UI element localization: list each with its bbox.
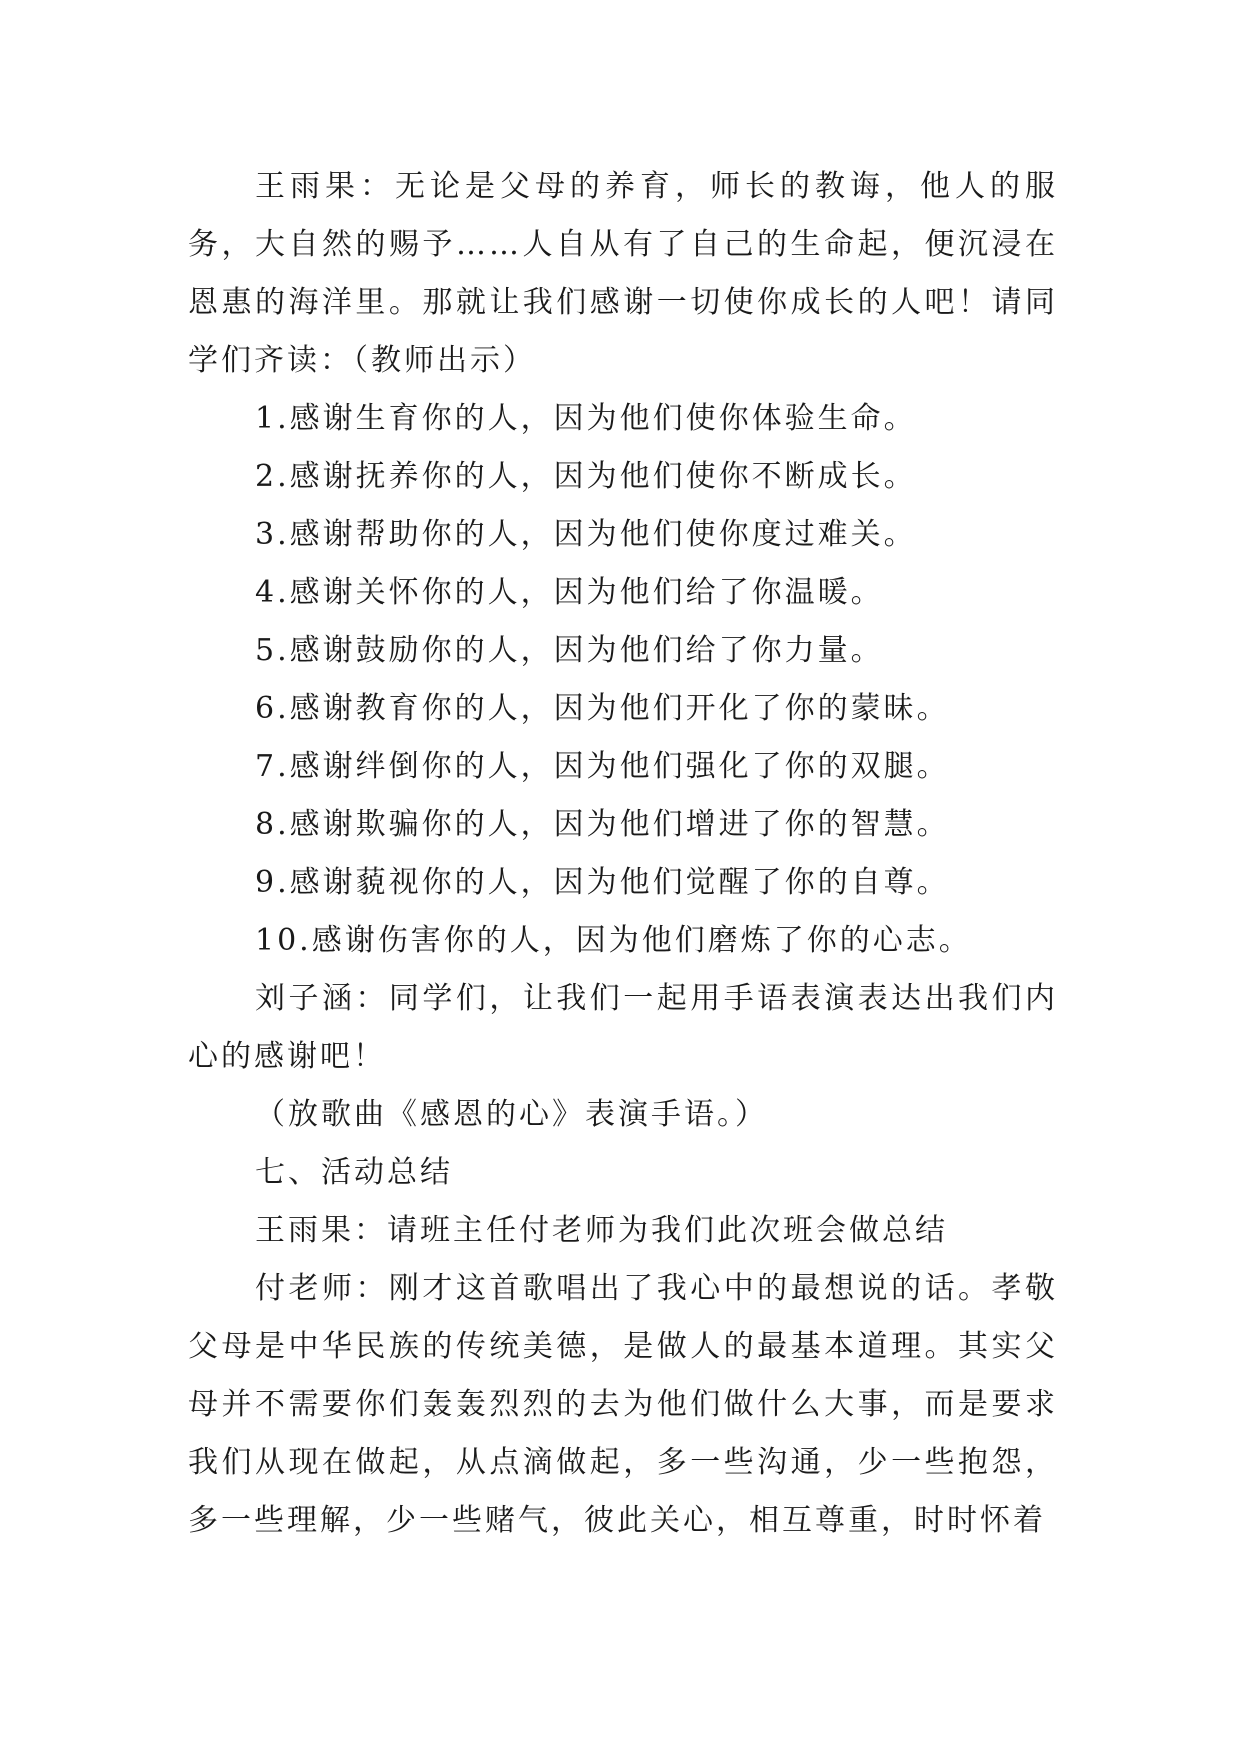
gratitude-item-3: 3.感谢帮助你的人，因为他们使你度过难关。 bbox=[255, 517, 917, 552]
gratitude-item-6: 6.感谢教育你的人，因为他们开化了你的蒙昧。 bbox=[255, 691, 950, 726]
sign-language-paragraph: 刘子涵：同学们，让我们一起用手语表演表达出我们内心的感谢吧！ bbox=[188, 981, 1058, 1074]
gratitude-item-2: 2.感谢抚养你的人，因为他们使你不断成长。 bbox=[255, 459, 917, 494]
host-request-paragraph: 王雨果：请班主任付老师为我们此次班会做总结 bbox=[255, 1213, 948, 1248]
gratitude-item-5: 5.感谢鼓励你的人，因为他们给了你力量。 bbox=[255, 633, 884, 668]
gratitude-item-10: 10.感谢伤害你的人，因为他们磨炼了你的心志。 bbox=[255, 923, 972, 958]
gratitude-item-7: 7.感谢绊倒你的人，因为他们强化了你的双腿。 bbox=[255, 749, 950, 784]
document-body bbox=[188, 158, 1058, 1550]
section-heading-summary: 七、活动总结 bbox=[255, 1155, 453, 1190]
gratitude-item-1: 1.感谢生育你的人，因为他们使你体验生命。 bbox=[255, 401, 917, 436]
song-stage-direction: （放歌曲《感恩的心》表演手语。） bbox=[255, 1097, 768, 1132]
gratitude-item-4: 4.感谢关怀你的人，因为他们给了你温暖。 bbox=[255, 575, 884, 610]
intro-paragraph: 王雨果：无论是父母的养育，师长的教诲，他人的服务，大自然的赐予……人自从有了自己的生命起，便沉浸在恩惠的海洋里。那就让我们感谢一切使你成长的人吧！请同学们齐读：（教师出示） bbox=[188, 169, 1058, 378]
gratitude-item-9: 9.感谢藐视你的人，因为他们觉醒了你的自尊。 bbox=[255, 865, 950, 900]
gratitude-item-8: 8.感谢欺骗你的人，因为他们增进了你的智慧。 bbox=[255, 807, 950, 842]
teacher-summary-paragraph: 付老师：刚才这首歌唱出了我心中的最想说的话。孝敬父母是中华民族的传统美德，是做人的最基本道理。其实父母并不需要你们轰轰烈烈的去为他们做什么大事，而是要求我们从现在做起，从点滴做起，多一些沟通，少一些抱怨，多一些理解，少一些赌气，彼此关心，相互尊重，时时怀着 bbox=[188, 1271, 1058, 1538]
